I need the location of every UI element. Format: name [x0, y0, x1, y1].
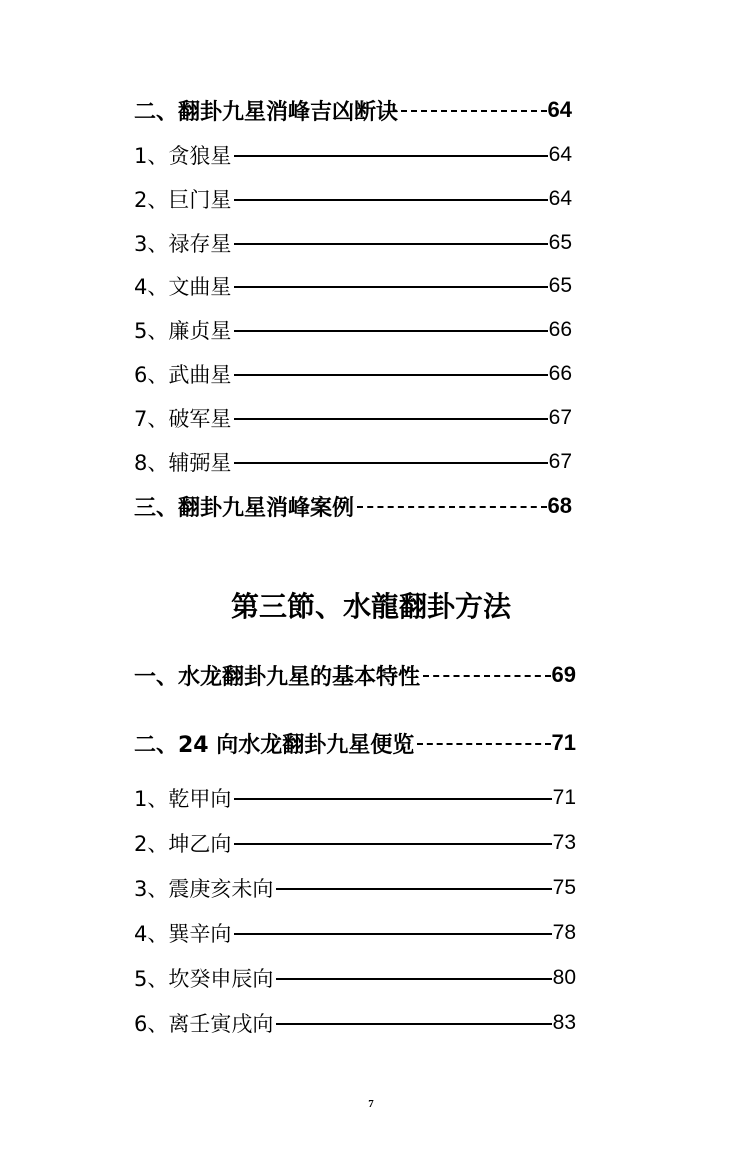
dot-leader — [276, 1023, 551, 1025]
toc-entry-label: 3、禄存星 — [134, 232, 232, 256]
toc-entry-page: 67 — [548, 406, 572, 429]
toc-entry-page: 65 — [548, 274, 572, 297]
toc-entry-page: 69 — [551, 662, 576, 687]
toc-entry-page: 67 — [548, 450, 572, 473]
toc-entry-page: 68 — [547, 493, 572, 518]
toc-entry-page: 66 — [548, 362, 572, 385]
toc-entry-label: 5、廉贞星 — [134, 319, 232, 343]
toc-entry[interactable] — [134, 727, 576, 759]
toc-entry-page: 64 — [548, 143, 572, 166]
toc-entry-label: 一、水龙翻卦九星的基本特性 — [134, 664, 421, 690]
dot-leader — [234, 843, 551, 845]
toc-entry[interactable] — [134, 183, 572, 215]
page-number: 7 — [368, 1098, 374, 1110]
toc-entry-page: 73 — [552, 831, 576, 854]
toc-entry-label: 6、武曲星 — [134, 363, 232, 387]
toc-entry[interactable] — [134, 490, 572, 522]
toc-entry-label: 8、辅弼星 — [134, 451, 232, 475]
toc-entry-label: 4、巽辛向 — [134, 922, 232, 946]
toc-entry[interactable] — [134, 1007, 576, 1039]
toc-entry-label: 1、乾甲向 — [134, 787, 232, 811]
toc-entry-page: 75 — [552, 876, 576, 899]
toc-entry-label: 二、24 向水龙翻卦九星便览 — [134, 732, 415, 758]
toc-entry[interactable] — [134, 917, 576, 949]
toc-entry[interactable] — [134, 872, 576, 904]
dot-leader — [401, 110, 547, 112]
dot-leader — [234, 243, 547, 245]
toc-entry[interactable] — [134, 659, 576, 691]
toc-entry[interactable] — [134, 94, 572, 126]
toc-entry-label: 3、震庚亥未向 — [134, 877, 274, 901]
dot-leader — [276, 978, 551, 980]
dot-leader — [417, 743, 550, 745]
dot-leader — [234, 199, 547, 201]
toc-entry-label: 1、贪狼星 — [134, 144, 232, 168]
dot-leader — [234, 374, 547, 376]
dot-leader — [423, 675, 551, 677]
dot-leader — [234, 933, 551, 935]
dot-leader — [234, 330, 547, 332]
toc-entry[interactable] — [134, 270, 572, 302]
toc-entry-page: 83 — [552, 1011, 576, 1034]
toc-entry-page: 64 — [547, 97, 572, 122]
toc-entry-label: 6、离壬寅戌向 — [134, 1012, 274, 1036]
toc-entry-label: 4、文曲星 — [134, 275, 232, 299]
toc-entry[interactable] — [134, 962, 576, 994]
toc-entry[interactable] — [134, 227, 572, 259]
toc-entry[interactable] — [134, 827, 576, 859]
dot-leader — [234, 798, 551, 800]
toc-entry-label: 7、破军星 — [134, 407, 232, 431]
toc-entry-page: 71 — [551, 730, 576, 755]
dot-leader — [234, 155, 547, 157]
dot-leader — [276, 888, 551, 890]
toc-entry-page: 80 — [552, 966, 576, 989]
toc-entry-label: 二、翻卦九星消峰吉凶断诀 — [134, 99, 399, 125]
toc-entry-page: 65 — [548, 231, 572, 254]
toc-entry[interactable] — [134, 446, 572, 478]
toc-entry[interactable] — [134, 782, 576, 814]
toc-entry[interactable] — [134, 314, 572, 346]
dot-leader — [234, 462, 547, 464]
toc-entry-label: 2、巨门星 — [134, 188, 232, 212]
toc-entry-label: 5、坎癸申辰向 — [134, 967, 274, 991]
toc-entry[interactable] — [134, 402, 572, 434]
toc-entry-label: 三、翻卦九星消峰案例 — [134, 495, 355, 521]
section-title: 第三節、水龍翻卦方法 — [230, 590, 511, 623]
toc-entry[interactable] — [134, 139, 572, 171]
dot-leader — [357, 506, 547, 508]
dot-leader — [234, 418, 547, 420]
dot-leader — [234, 286, 547, 288]
toc-entry-page: 64 — [548, 187, 572, 210]
toc-entry[interactable] — [134, 358, 572, 390]
toc-entry-page: 78 — [552, 921, 576, 944]
toc-entry-label: 2、坤乙向 — [134, 832, 232, 856]
toc-entry-page: 66 — [548, 318, 572, 341]
toc-entry-page: 71 — [552, 786, 576, 809]
